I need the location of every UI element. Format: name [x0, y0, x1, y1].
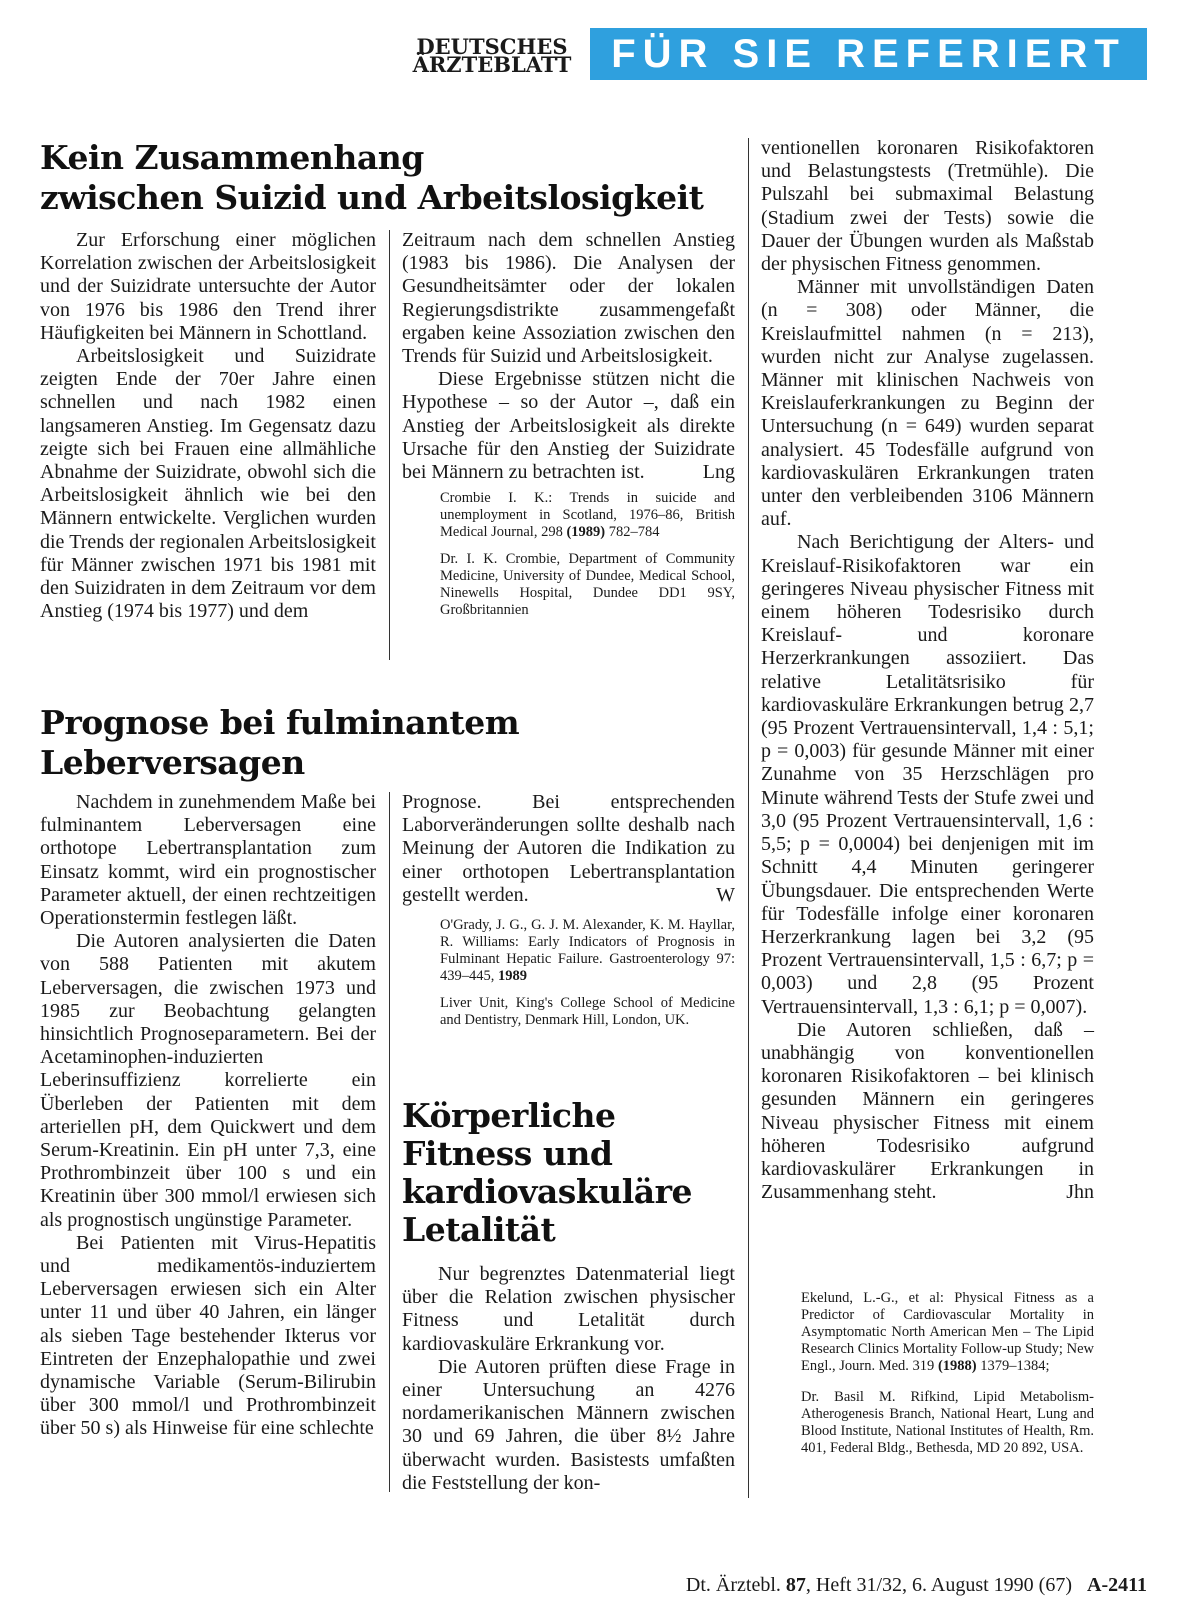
article1-paragraph-with-signature [402, 368, 735, 484]
article2-paragraph-with-signature [402, 791, 735, 907]
section-banner: FÜR SIE REFERIERT [590, 28, 1147, 80]
article2-paragraph: Prognose. Bei entsprechenden Laborveränderungen sollte deshalb nach Meinung der Autoren die Indikation zu einer orthotopen Lebertransplantation gestellt werden. [402, 791, 735, 906]
article3-title-line4: Letalität [402, 1210, 556, 1249]
article3-column2 [402, 1263, 735, 1495]
journal-logo [402, 34, 582, 77]
reference-text: 1379–1384; [976, 1358, 1050, 1374]
author-signature: Lng [702, 461, 735, 484]
article2-title-line2: Leberversagen [40, 743, 305, 782]
article1-paragraph: Diese Ergebnisse stützen nicht die Hypothese – so der Autor –, daß ein Anstieg der Arbeitslosigkeit als direkte Ursache für den Anstieg der Suizidrate bei Männern zu betrachten ist. [402, 368, 735, 484]
article3-paragraph: Die Autoren schließen, daß – unabhängig von konventionellen koronaren Risikofaktoren – bei klinisch gesunden Männern ein geringeres Niveau physischer Fitness mit einem höheren Todesrisiko aufgrund kardiovaskulärer Erkrankungen in Zusammenhang steht. [761, 1018, 1094, 1204]
article2-paragraph: Die Autoren analysierten die Daten von 588 Patienten mit akutem Leberversagen, die zwischen 1973 und 1985 zur Beobachtung gelangten hinsichtlich Prognoseparametern. Bei der Acetaminophen-induzierten Leberinsuffizienz korrelierte ein Überleben der Patienten mit dem arteriellen pH, dem Quickwert und dem Serum-Kreatinin. Ein pH unter 7,3, eine Prothrombinzeit über 100 s und ein Kreatinin über 300 mmol/l erwiesen sich als prognostisch ungünstige Parameter. [40, 930, 376, 1231]
reference-text: Crombie I. K.: Trends in suicide and unemployment in Scotland, 1976–86, British Medical Journal, 298 [440, 490, 735, 541]
footer-volume: 87 [785, 1574, 806, 1596]
article1-column2 [402, 229, 735, 619]
article1-title-line2: zwischen Suizid und Arbeitslosigkeit [40, 178, 704, 217]
article2-column2 [402, 791, 735, 1029]
reference-citation [402, 490, 735, 541]
article2-column1 [40, 791, 376, 1441]
author-signature: Jhn [1066, 1181, 1094, 1204]
article2-paragraph: Nachdem in zunehmendem Maße bei fulminantem Leberversagen eine orthotope Lebertransplantation zum Einsatz kommt, wird ein prognostischer Parameter aktuell, der einen rechtzeitigen Operationstermin festlegen läßt. [40, 791, 376, 930]
author-address: Dr. Basil M. Rifkind, Lipid Metabolism-Atherogenesis Branch, National Heart, Lung and Blood Institute, National Institutes of Health, Rm. 401, Federal Bldg., Bethesda, MD 20 892, USA. [801, 1389, 1094, 1456]
article1-paragraph: Zeitraum nach dem schnellen Anstieg (1983 bis 1986). Die Analysen der Gesundheitsämter oder der lokalen Regierungsdistrikte zusammengefaßt ergaben keine Assoziation zwischen den Trends für Suizid und Arbeitslosigkeit. [402, 229, 735, 368]
author-signature: W [716, 883, 735, 906]
article3-paragraph: Männer mit unvollständigen Daten (n = 308) oder Männer, die Kreislaufmittel nahmen (n = 213), wurden nicht zur Analyse zugelassen. Männer mit klinischen Nachweis von Kreislauferkrankungen zu Beginn der Untersuchung (n = 649) wurden separat analysiert. 45 Todesfälle aufgrund von kardiovaskulären Erkrankungen traten unter den verbleibenden 3106 Männern auf. [761, 276, 1094, 531]
reference-year: 1989 [498, 968, 527, 985]
article1-title [40, 138, 740, 218]
article3-column3 [761, 137, 1094, 1204]
column-divider [389, 230, 390, 660]
reference-text: Ekelund, L.-G., et al: Physical Fitness as a Predictor of Cardiovascular Mortality in Asymptomatic North American Men – The Lipid Research Clinics Mortality Follow-up Study; New Engl., Journ. Med. 319 [801, 1290, 1094, 1374]
column-divider [748, 138, 749, 1498]
article2-title-line1: Prognose bei fulminantem [40, 703, 520, 742]
article3-paragraph: Die Autoren prüften diese Frage in einer Untersuchung an 4276 nordamerikanischen Männern zwischen 30 und 69 Jahren, die über 8½ Jahre überwacht wurden. Basistests umfaßten die Feststellung der kon- [402, 1355, 735, 1494]
author-address: Dr. I. K. Crombie, Department of Community Medicine, University of Dundee, Medical School, Ninewells Hospital, Dundee DD1 9SY, Großbritannien [440, 551, 735, 619]
reference-text: 782–784 [605, 524, 660, 541]
article1-paragraph: Zur Erforschung einer möglichen Korrelation zwischen der Arbeitslosigkeit und der Suizidrate untersuchte der Autor von 1976 bis 1986 den Trend ihrer Häufigkeiten bei Männern in Schottland. [40, 229, 376, 344]
logo-line-2: ÄRZTEBLATT [412, 52, 572, 77]
footer-journal: Dt. Ärztebl. [685, 1574, 786, 1596]
article3-title-line2: Fitness und [402, 1134, 613, 1173]
article3-paragraph-with-signature [761, 1019, 1094, 1205]
article1-column1 [40, 229, 376, 623]
page-footer [612, 1574, 1147, 1597]
article3-title-line3: kardiovaskuläre [402, 1172, 693, 1211]
article3-paragraph: Nach Berichtigung der Alters- und Kreislauf-Risikofaktoren war ein geringeres Niveau physischer Fitness mit einem höheren Todesrisiko durch Kreislauf- und koronare Herzerkrankungen assoziiert. Das relative Letalitätsrisiko für kardiovaskuläre Erkrankungen betrug 2,7 (95 Prozent Vertrauensintervall, 1,4 : 5,1; p = 0,003) für gesunde Männer mit einer Zunahme von 35 Herzschlägen pro Minute während Tests der Stufe zwei und 3,0 (95 Prozent Vertrauensintervall, 1,6 : 5,5; p = 0,0004) bei denjenigen mit im Schnitt 4,4 Minuten geringerer Übungsdauer. Die entsprechenden Werte für Todesfälle infolge einer koronaren Herzerkrankung lagen bei 3,2 (95 Prozent Vertrauensintervall, 1,5 : 6,7; p = 0,003) und 2,8 (95 Prozent Vertrauensintervall, 1,3 : 6,1; p = 0,007). [761, 531, 1094, 1018]
article3-title-line1: Körperliche [402, 1096, 616, 1135]
reference-text: O'Grady, J. G., G. J. M. Alexander, K. M. Hayllar, R. Williams: Early Indicators of Prognosis in Fulminant Hepatic Failure. Gastroenterology 97: 439–445, [440, 917, 735, 985]
logo-line-1: DEUTSCHES [416, 34, 568, 59]
author-address: Liver Unit, King's College School of Medicine and Dentistry, Denmark Hill, London, UK. [440, 995, 735, 1029]
page-number: A-2411 [1087, 1574, 1147, 1596]
article1-paragraph: Arbeitslosigkeit und Suizidrate zeigten Ende der 70er Jahre einen schnellen und nach 1982 einen langsameren Anstieg. Im Gegensatz dazu zeigte sich bei Frauen eine allmähliche Abnahme der Suizidrate, obwohl sich die Arbeitslosigkeit ähnlich wie bei den Männern entwickelte. Verglichen wurden die Trends der regionalen Arbeitslosigkeit für Männer zwischen 1971 bis 1981 mit den Suizidraten in dem Zeitraum vor dem Anstieg (1974 bis 1977) und dem [40, 345, 376, 623]
article2-paragraph: Bei Patienten mit Virus-Hepatitis und medikamentös-induziertem Leberversagen erwiesen sich ein Alter unter 11 und über 40 Jahren, ein länger als sieben Tage bestehender Ikterus vor Eintreten der Enzephalopathie und zwei dynamische Variable (Serum-Bilirubin über 300 mmol/l und Prothrombinzeit über 50 s) als Hinweise für eine schlechte [40, 1231, 376, 1440]
footer-issue: , Heft 31/32, 6. August 1990 (67) [805, 1574, 1072, 1596]
article1-title-line1: Kein Zusammenhang [40, 138, 424, 177]
article3-title [402, 1097, 735, 1249]
reference-year: (1989) [566, 524, 606, 541]
column-divider [389, 792, 390, 1492]
reference-citation [402, 917, 735, 985]
reference-citation [801, 1290, 1094, 1375]
article3-references [801, 1284, 1094, 1457]
reference-year: (1988) [937, 1358, 977, 1374]
article3-paragraph: ventionellen koronaren Risikofaktoren und Belastungstests (Tretmühle). Die Pulszahl bei submaximal Belastung (Stadium zwei der Tests) sowie die Dauer der Übungen wurden als Maßstab der physischen Fitness genommen. [761, 137, 1094, 276]
article3-paragraph: Nur begrenztes Datenmaterial liegt über die Relation zwischen physischer Fitness und Letalität durch kardiovaskuläre Erkrankung vor. [402, 1263, 735, 1355]
article2-title [40, 703, 720, 783]
